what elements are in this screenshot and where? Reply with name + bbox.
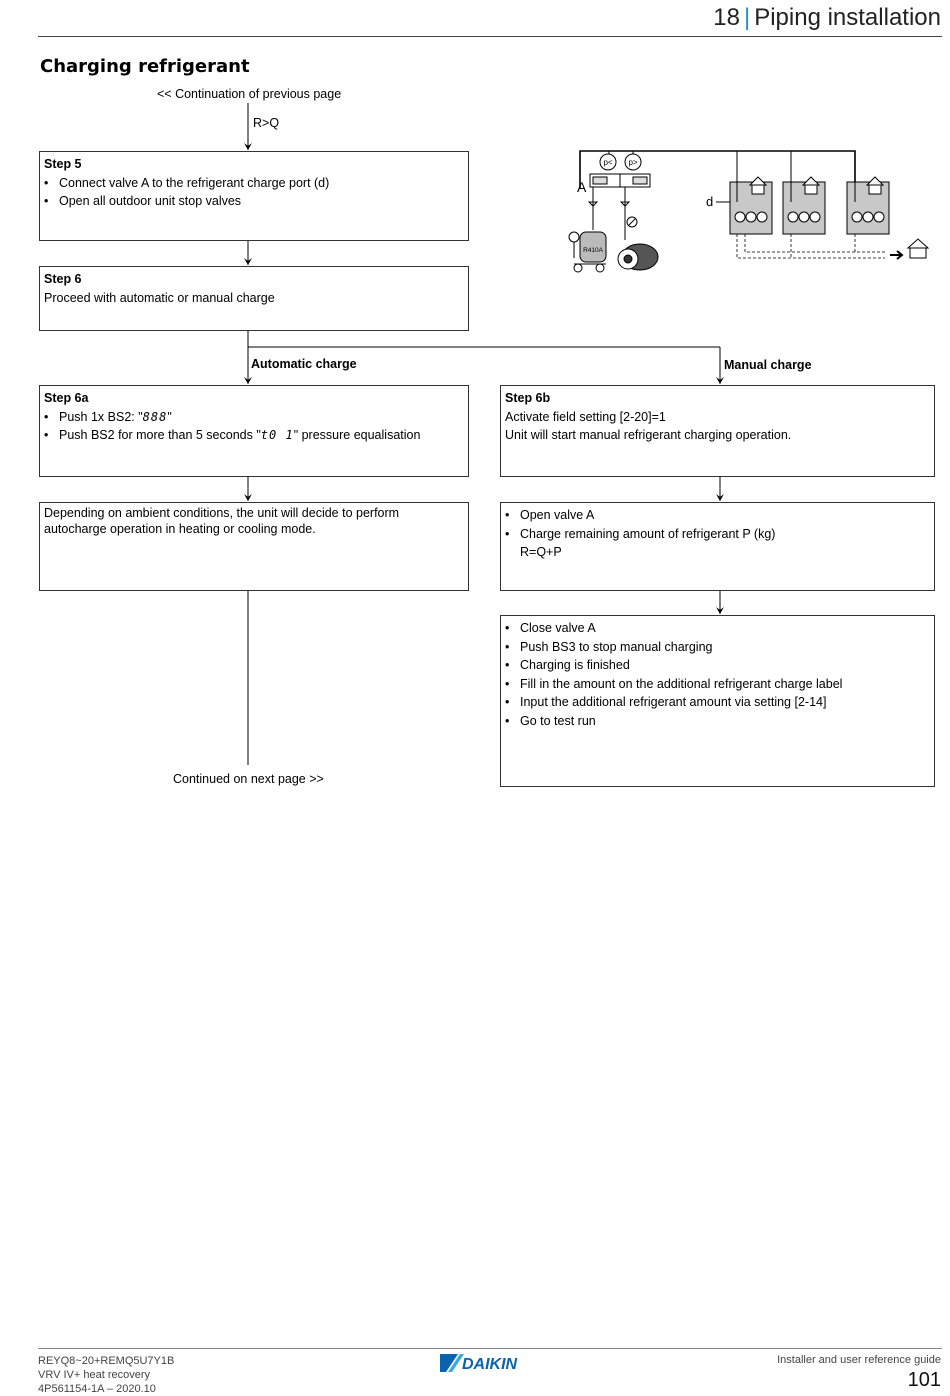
step5-list xyxy=(44,174,464,211)
step6b-line2: Unit will start manual refrigerant charging operation. xyxy=(505,428,792,442)
step6-box xyxy=(39,266,469,331)
step6a-title: Step 6a xyxy=(44,391,89,405)
step6a-list xyxy=(44,408,464,445)
valve-a-label: A xyxy=(577,179,587,195)
list-item xyxy=(44,426,464,445)
chapter-number: 18 xyxy=(713,4,740,31)
step6b-title: Step 6b xyxy=(505,391,551,405)
footer-product: VRV IV+ heat recovery xyxy=(38,1369,150,1381)
charge-formula: R=Q+P xyxy=(520,545,562,559)
list-item: • Input the additional refrigerant amount via setting [2-14] xyxy=(505,693,930,712)
step6-title: Step 6 xyxy=(44,272,82,286)
lcd-display-t01: t0 1 xyxy=(260,428,294,442)
continued-next-page: Continued on next page >> xyxy=(173,772,324,786)
list-item: • Connect valve A to the refrigerant charge port (d) xyxy=(44,174,464,193)
manual-charge-box xyxy=(500,502,935,591)
lcd-display-888: 888 xyxy=(142,409,168,424)
outdoor-unit-2 xyxy=(783,151,825,234)
step5-title: Step 5 xyxy=(44,157,82,171)
manual-finish-list xyxy=(505,619,930,730)
charge-port-d-label: d xyxy=(706,194,714,209)
step6b-line1: Activate field setting [2-20]=1 xyxy=(505,409,666,424)
continuation-previous: << Continuation of previous page xyxy=(157,87,342,101)
item-text: " xyxy=(167,409,172,424)
footer-model: REYQ8~20+REMQ5U7Y1B xyxy=(38,1355,175,1367)
item-text: Push 1x BS2: " xyxy=(59,409,143,424)
daikin-logo xyxy=(438,1352,542,1374)
footer-rule xyxy=(38,1348,942,1349)
arrow-right-icon xyxy=(890,251,902,259)
list-item: • Open all outdoor unit stop valves xyxy=(44,192,464,211)
gauge-high-label: p> xyxy=(628,158,638,167)
step5-box xyxy=(39,151,469,241)
vacuum-pump xyxy=(618,244,658,270)
manual-charge-label: Manual charge xyxy=(724,358,812,372)
list-item: • Fill in the amount on the additional refrigerant charge label xyxy=(505,675,930,694)
manual-charge-list xyxy=(505,506,930,543)
page-number: 101 xyxy=(907,1369,941,1391)
house-icon xyxy=(908,239,928,258)
charging-diagram xyxy=(560,140,940,280)
outdoor-units xyxy=(730,151,889,234)
footer-guide: Installer and user reference guide xyxy=(777,1354,941,1366)
item-text: Push BS2 for more than 5 seconds " xyxy=(59,428,261,442)
outdoor-unit-1 xyxy=(730,151,772,234)
chapter-title: Piping installation xyxy=(754,4,941,31)
list-item: • Push BS3 to stop manual charging xyxy=(505,638,930,657)
automatic-charge-label: Automatic charge xyxy=(251,357,357,371)
auto-result-text: Depending on ambient conditions, the unit will decide to perform autocharge operation in heating or cooling mode. xyxy=(44,506,400,536)
manifold-gauges xyxy=(590,151,650,187)
step6-text: Proceed with automatic or manual charge xyxy=(44,290,275,305)
outdoor-unit-3 xyxy=(847,151,889,234)
list-item: • Close valve A xyxy=(505,619,930,638)
dashed-pipes xyxy=(737,234,885,258)
section-title: Charging refrigerant xyxy=(40,56,250,77)
footer-doc-code: 4P561154-1A – 2020.10 xyxy=(38,1383,156,1395)
list-item: • Charging is finished xyxy=(505,656,930,675)
item-text: " pressure equalisation xyxy=(293,428,421,442)
condition-label: R>Q xyxy=(253,116,280,130)
manual-finish-box xyxy=(500,615,935,787)
list-item: • Charge remaining amount of refrigerant P (kg) xyxy=(505,525,930,544)
list-item: • Go to test run xyxy=(505,712,930,731)
header-separator: | xyxy=(743,4,751,31)
step6a-box xyxy=(39,385,469,477)
list-item xyxy=(44,408,464,427)
footer-left xyxy=(38,1354,174,1396)
auto-result-box xyxy=(39,502,469,591)
cylinder-label: R410A xyxy=(583,247,603,254)
brand-name: DAIKIN xyxy=(462,1356,518,1373)
step6b-box xyxy=(500,385,935,477)
list-item: • Open valve A xyxy=(505,506,930,525)
gauge-low-label: p< xyxy=(603,158,613,167)
